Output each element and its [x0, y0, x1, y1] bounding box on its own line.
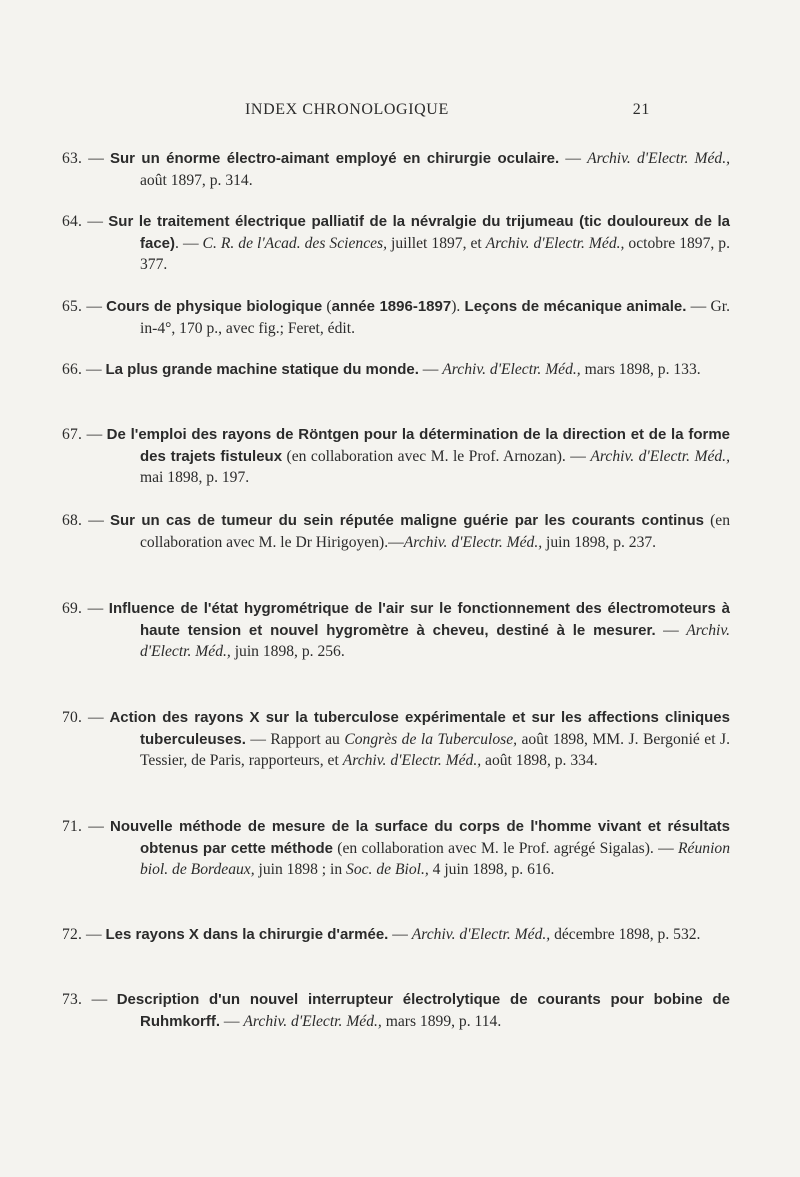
entry-text: octobre 1897, p. 377. [140, 234, 730, 273]
entry-71: 71. — Nouvelle méthode de mesure de la surface du corps de l'homme vivant et résultats obtenus par cette méthode (en collaboration avec M. le Prof. agrégé Sigalas). — Réunion biol. de Bordeaux, juin 1898 ; in Soc. de Biol., 4 juin 1898, p. 616. [62, 818, 730, 878]
entry-text: — [559, 150, 588, 167]
entry-text: décembre 1898, p. 532. [550, 926, 701, 943]
running-title: INDEX CHRONOLOGIQUE [245, 101, 449, 118]
entry-source: Archiv. d'Electr. Méd., [442, 361, 581, 378]
entry-66: 66. — La plus grande machine statique du monde. — Archiv. d'Electr. Méd., mars 1898, p. 133. [62, 361, 701, 378]
entry-title: Les rayons X dans la chirurgie d'armée. [105, 926, 389, 943]
entry-title: De l'emploi des rayons de Röntgen pour la détermination de la direction et de la forme des trajets fistuleux [106, 426, 730, 465]
entry-text: juin 1898 ; in [254, 861, 347, 878]
entry-63: 63. — Sur un énorme électro-aimant employé en chirurgie oculaire. — Archiv. d'Electr. Méd., août 1897, p. 314. [62, 150, 731, 189]
entry-title: Sur un cas de tumeur du sein réputée maligne guérie par les courants continus [109, 512, 704, 529]
entry-text: mai 1898, p. 197. [140, 469, 250, 486]
entry-number: 72. [62, 926, 83, 943]
entry-title: année 1896-1897 [331, 298, 452, 315]
entry-source: Archiv. d'Electr. Méd., [140, 621, 731, 660]
entry-67: 67. — De l'emploi des rayons de Röntgen pour la détermination de la direction et de la forme des trajets fistuleux (en collaboration avec M. le Prof. Arnozan). — Archiv. d'Electr. Méd., mai 1898, p. 197. [62, 426, 730, 486]
entry-number: 65. [62, 298, 83, 315]
entry-73: 73. — Description d'un nouvel interrupteur électrolytique de courants pour bobine de Ruhmkorff. — Archiv. d'Electr. Méd., mars 1899, p. 114. [62, 991, 731, 1030]
entry-number: 73. [62, 991, 83, 1008]
entry-title: Action des rayons X sur la tuberculose expérimentale et sur les affections cliniques tuberculeuses. [109, 709, 730, 748]
entry-source: Soc. de Biol., [346, 861, 429, 878]
entry-source: Congrès de la Tuberculose, [344, 730, 518, 748]
entry-text: ( [322, 298, 332, 315]
entry-source: Archiv. d'Electr. Méd., [411, 926, 551, 943]
entry-text: 4 juin 1898, p. 616. [428, 861, 555, 878]
entry-title: Sur le traitement électrique palliatif de la névralgie du trijumeau [108, 213, 574, 230]
entry-title: Cours de physique biologique [106, 298, 323, 315]
entry-text: — Gr. in-4°, 170 p., avec fig.; Feret, édit. [140, 298, 731, 337]
entry-text: (en collaboration avec M. le Prof. Arnozan). — [282, 447, 591, 465]
entry-number: 67. [62, 426, 83, 443]
entry-title: (tic douloureux de la face) [140, 213, 731, 252]
entry-source: Archiv. d'Electr. Méd., [342, 752, 482, 769]
entry-text: mars 1898, p. 133. [580, 361, 701, 378]
entry-69: 69. — Influence de l'état hygrométrique de l'air sur le fonctionnement des électromoteurs à haute tension et nouvel hygromètre à cheveu, destiné à le mesurer. — Archiv. d'Electr. Méd., juin 1898, p. 256. [62, 600, 731, 660]
entry-number: 70. [62, 709, 83, 726]
page-number: 21 [632, 101, 650, 118]
entry-source: Archiv. d'Electr. Méd., [587, 150, 731, 167]
entry-text: . — [175, 234, 203, 252]
entry-72: 72. — Les rayons X dans la chirurgie d'armée. — Archiv. d'Electr. Méd., décembre 1898, p. 532. [62, 926, 701, 943]
entry-text: juillet 1897, et [387, 234, 486, 252]
entry-source: C. R. de l'Acad. des Sciences, [202, 234, 387, 252]
entry-text: (en collaboration avec M. le Prof. agrégé Sigalas). — [332, 839, 679, 857]
entry-text: — [388, 926, 412, 943]
entry-number: 63. [62, 150, 83, 167]
entry-source: Archiv. d'Electr. Méd., [403, 533, 543, 551]
entry-title: Influence de l'état hygrométrique de l'air sur le fonctionnement des électromoteurs à haute tension et nouvel hygromètre à cheveu, destiné à le mesurer. [108, 600, 730, 639]
entry-number: 71. [62, 818, 83, 835]
entry-number: 64. [62, 213, 83, 230]
entry-text: mars 1899, p. 114. [381, 1012, 502, 1030]
entry-title: La plus grande machine statique du monde. [105, 361, 419, 378]
entry-65: 65. — Cours de physique biologique (année 1896-1897). Leçons de mécanique animale. — Gr. in-4°, 170 p., avec fig.; Feret, édit. [62, 298, 731, 337]
entry-text: — [655, 621, 687, 639]
entry-text: (en collaboration avec M. le Dr Hirigoyen).— [140, 512, 731, 551]
entry-title: Nouvelle méthode de mesure de la surface du corps de l'homme vivant et résultats obtenus par cette méthode [110, 818, 730, 857]
entry-title: Leçons de mécanique animale. [464, 298, 687, 315]
entry-64: 64. — Sur le traitement électrique palliatif de la névralgie du trijumeau (tic douloureux de la face). — C. R. de l'Acad. des Sciences, juillet 1897, et Archiv. d'Electr. Méd., octobre 1897, p. 377. [62, 213, 731, 273]
entry-source: Archiv. d'Electr. Méd., [243, 1012, 382, 1030]
entry-text: — Rapport au [245, 730, 345, 748]
entry-text: — [220, 1012, 244, 1030]
entry-number: 68. [62, 512, 83, 529]
entry-text: août 1898, MM. J. Bergonié et J. Tessier, de Paris, rapporteurs, et [140, 730, 730, 769]
entry-68: 68. — Sur un cas de tumeur du sein réputée maligne guérie par les courants continus (en collaboration avec M. le Dr Hirigoyen).—Archiv. d'Electr. Méd., juin 1898, p. 237. [62, 512, 731, 551]
entry-number: 69. [62, 600, 83, 617]
entry-text: — [418, 361, 443, 378]
entry-number: 66. [62, 361, 83, 378]
entry-text: août 1897, p. 314. [140, 171, 253, 189]
entry-source: Archiv. d'Electr. Méd., [485, 234, 625, 252]
entry-text: juin 1898, p. 237. [542, 533, 657, 551]
entry-title: Sur un énorme électro-aimant employé en chirurgie oculaire. [109, 150, 560, 167]
entry-text: août 1898, p. 334. [481, 752, 598, 769]
entry-source: Réunion biol. de Bordeaux, [140, 839, 730, 878]
entry-source: Archiv. d'Electr. Méd., [590, 447, 730, 465]
entry-70: 70. — Action des rayons X sur la tuberculose expérimentale et sur les affections cliniques tuberculeuses. — Rapport au Congrès de la Tuberculose, août 1898, MM. J. Bergonié et J. Tessier, de Paris, rapporteurs, et Archiv. d'Electr. Méd., août 1898, p. 334. [62, 709, 730, 769]
entry-text: ). [451, 298, 465, 315]
entry-text: juin 1898, p. 256. [230, 643, 345, 660]
entry-title: Description d'un nouvel interrupteur électrolytique de courants pour bobine de Ruhmkorff. [116, 991, 731, 1030]
